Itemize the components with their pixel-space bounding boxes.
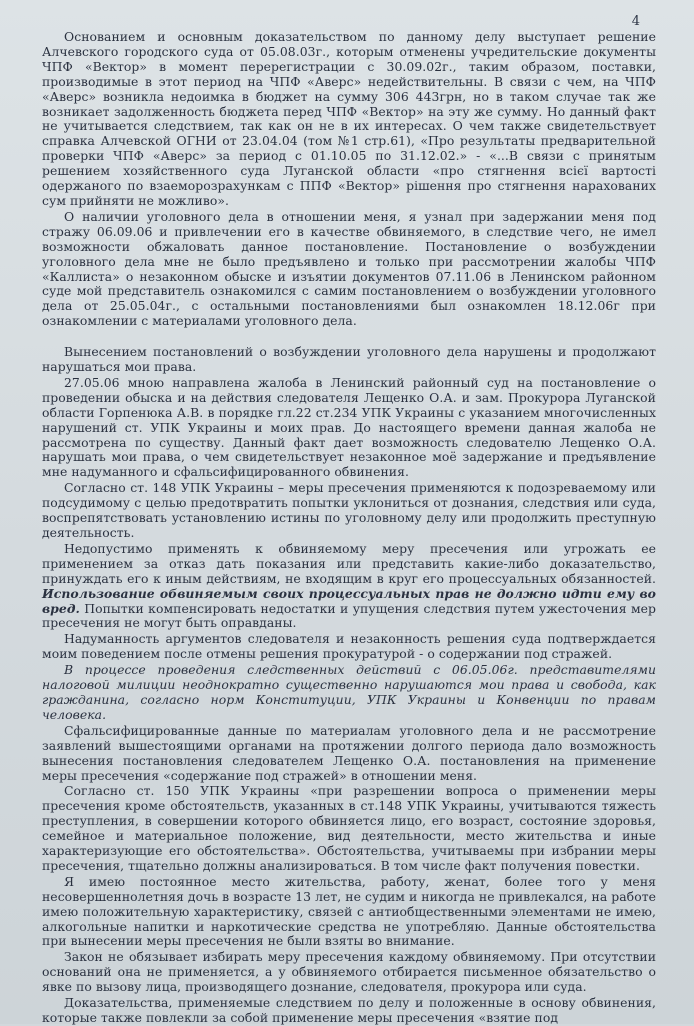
paragraph-criminal-case-notice: О наличии уголовного дела в отношении меня, я узнал при задержании меня под стражу 06.09.06 и привлечении его в качестве обвиняемого, в следствие чего, не имел возможности обжаловать данное постановление. Постановление о возбуждении уголовного дела мне не было предъявлено и только при рассмотрении жалобы ЧПФ «Каллиста» о незаконном обыске и изъятии документов 07.11.06 в Ленинском районном суде мой представитель ознакомился с самим постановлением о возбуждении уголовного дела от 25.05.04г., с остальными постановлениями был ознакомлен 18.12.06г при ознакомлении с материалами уголовного дела. xyxy=(42,208,656,329)
paragraph-far-fetched-arguments: Надуманность аргументов следователя и незаконность решения суда подтверждается моим поведением после отмены решения прокуратурой - о содержании под стражей. xyxy=(42,631,656,662)
inadmissible-measures-text: Недопустимо применять к обвиняемому меру пресечения или угрожать ее применением за отказ дать показания или представить какие-либо доказательство, принуждать его к иным действиям, не входящим в круг его процессуальных обязанностей. xyxy=(42,540,656,586)
paragraph-inadmissible-measures xyxy=(42,542,656,631)
emphasis-rights-statement: Использование обвиняемым своих процессуальных прав не должно идти ему во вред. xyxy=(42,585,656,616)
paragraph-rights-violated: Вынесением постановлений о возбуждении уголовного дела нарушены и продолжают нарушаться мои права. xyxy=(42,344,656,375)
paragraph-article-150: Согласно ст. 150 УПК Украины «при разрешении вопроса о применении меры пресечения кроме обстоятельств, указанных в ст.148 УПК Украины, учитываются тяжесть преступления, в совершении которого обвиняется лицо, его возраст, состояние здоровья, семейное и материальное положение, вид деятельности, место жительства и иные характеризующие его обстоятельства». Обстоятельства, учитываемы при избрании меры пресечения, тщательно должны анализироваться. В том числе факт получения повестки. xyxy=(42,783,656,873)
paragraph-evidence-continued: Доказательства, применяемые следствием по делу и положенные в основу обвинения, которые также повлекли за собой применение меры пресечения «взятие под xyxy=(42,995,656,1025)
paragraph-tax-police-violations: В процессе проведения следственных действий с 06.05.06г. представителями налоговой милиции неоднократно существенно нарушаются мои права и свобода, как гражданина, согласно норм Конституции, УПК Украины и Конвенции по правам человека. xyxy=(42,662,656,722)
paragraph-personal-circumstances: Я имею постоянное место жительства, работу, женат, более того у меня несовершеннолетняя дочь в возрасте 13 лет, не судим и никогда не привлекался, на работе имею положительную характеристику, связей с антиобщественными элементами не имею, алкогольные напитки и наркотические средства не употребляю. Данные обстоятельства при вынесении меры пресечения не были взяты во внимание. xyxy=(42,873,656,949)
page-number: 4 xyxy=(631,14,640,29)
paragraph-law-obligation: Закон не обязывает избирать меру пресечения каждому обвиняемому. При отсутствии оснований она не применяется, а у обвиняемого отбирается письменное обязательство о явке по вызову лица, производящего дознание, следователя, прокурора или суда. xyxy=(42,949,656,995)
paragraph-article-148: Согласно ст. 148 УПК Украины – меры пресечения применяются к подозреваемому или подсудимому с целью предотвратить попытки уклониться от дознания, следствия или суда, воспрепятствовать установлению истины по уголовному делу или продолжить преступную деятельность. xyxy=(42,480,656,540)
paragraph-gap xyxy=(42,329,656,345)
paragraph-complaint-27-05-06: 27.05.06 мною направлена жалоба в Ленинский районный суд на постановление о проведении обыска и на действия следователя Лещенко О.А. и зам. Прокурора Луганской области Горпенюка А.В. в порядке гл.22 ст.234 УПК Украины с указанием многочисленных нарушений ст. УПК Украины и моих прав. До настоящего времени данная жалоба не рассмотрена по существу. Данный факт дает возможность следователю Лещенко О.А. нарушать мои права, о чем свидетельствует незаконное моё задержание и предъявление мне надуманного и сфальсифицированного обвинения. xyxy=(42,374,656,480)
paragraph-basis-evidence: Основанием и основным доказательством по данному делу выступает решение Алчевского городского суда от 05.08.03г., которым отменены учредительские документы ЧПФ «Вектор» в момент перерегистрации с 30.09.02г., таким образом, поставки, производимые в этот период на ЧПФ «Аверс» недействительны. В связи с чем, на ЧПФ «Аверс» возникла недоимка в бюджет на сумму 306 443грн, но в таком случае так же возникает задолженность бюджета перед ЧПФ «Вектор» на эту же сумму. Но данный факт не учитывается следствием, так как он не в их интересах. О чем также свидетельствует справка Алчевской ОГНИ от 23.04.04 (том №1 стр.61), «Про результаты предварительной проверки ЧПФ «Аверс» за период с 01.10.05 по 31.12.02.» - «...В связи с принятым решением хозяйственного суда Луганской области «про стягнення всієї вартості одержаного по взаеморозрахункам с ППФ «Вектор» рішення про стягнення нарахованих сум прийняти не можливо». xyxy=(42,29,656,208)
paragraph-falsified-data: Сфальсифицированные данные по материалам уголовного дела и не рассмотрение заявлений вышестоящими органами на протяжении долгого периода дало возможность вынесения постановления следователем Лещенко О.А. постановления на применение меры пресечения «содержание под стражей» в отношении меня. xyxy=(42,722,656,783)
compensation-attempts-text: Попытки компенсировать недостатки и упущения следствия путем ужесточения мер пресечения не могут быть оправданы. xyxy=(42,600,656,631)
